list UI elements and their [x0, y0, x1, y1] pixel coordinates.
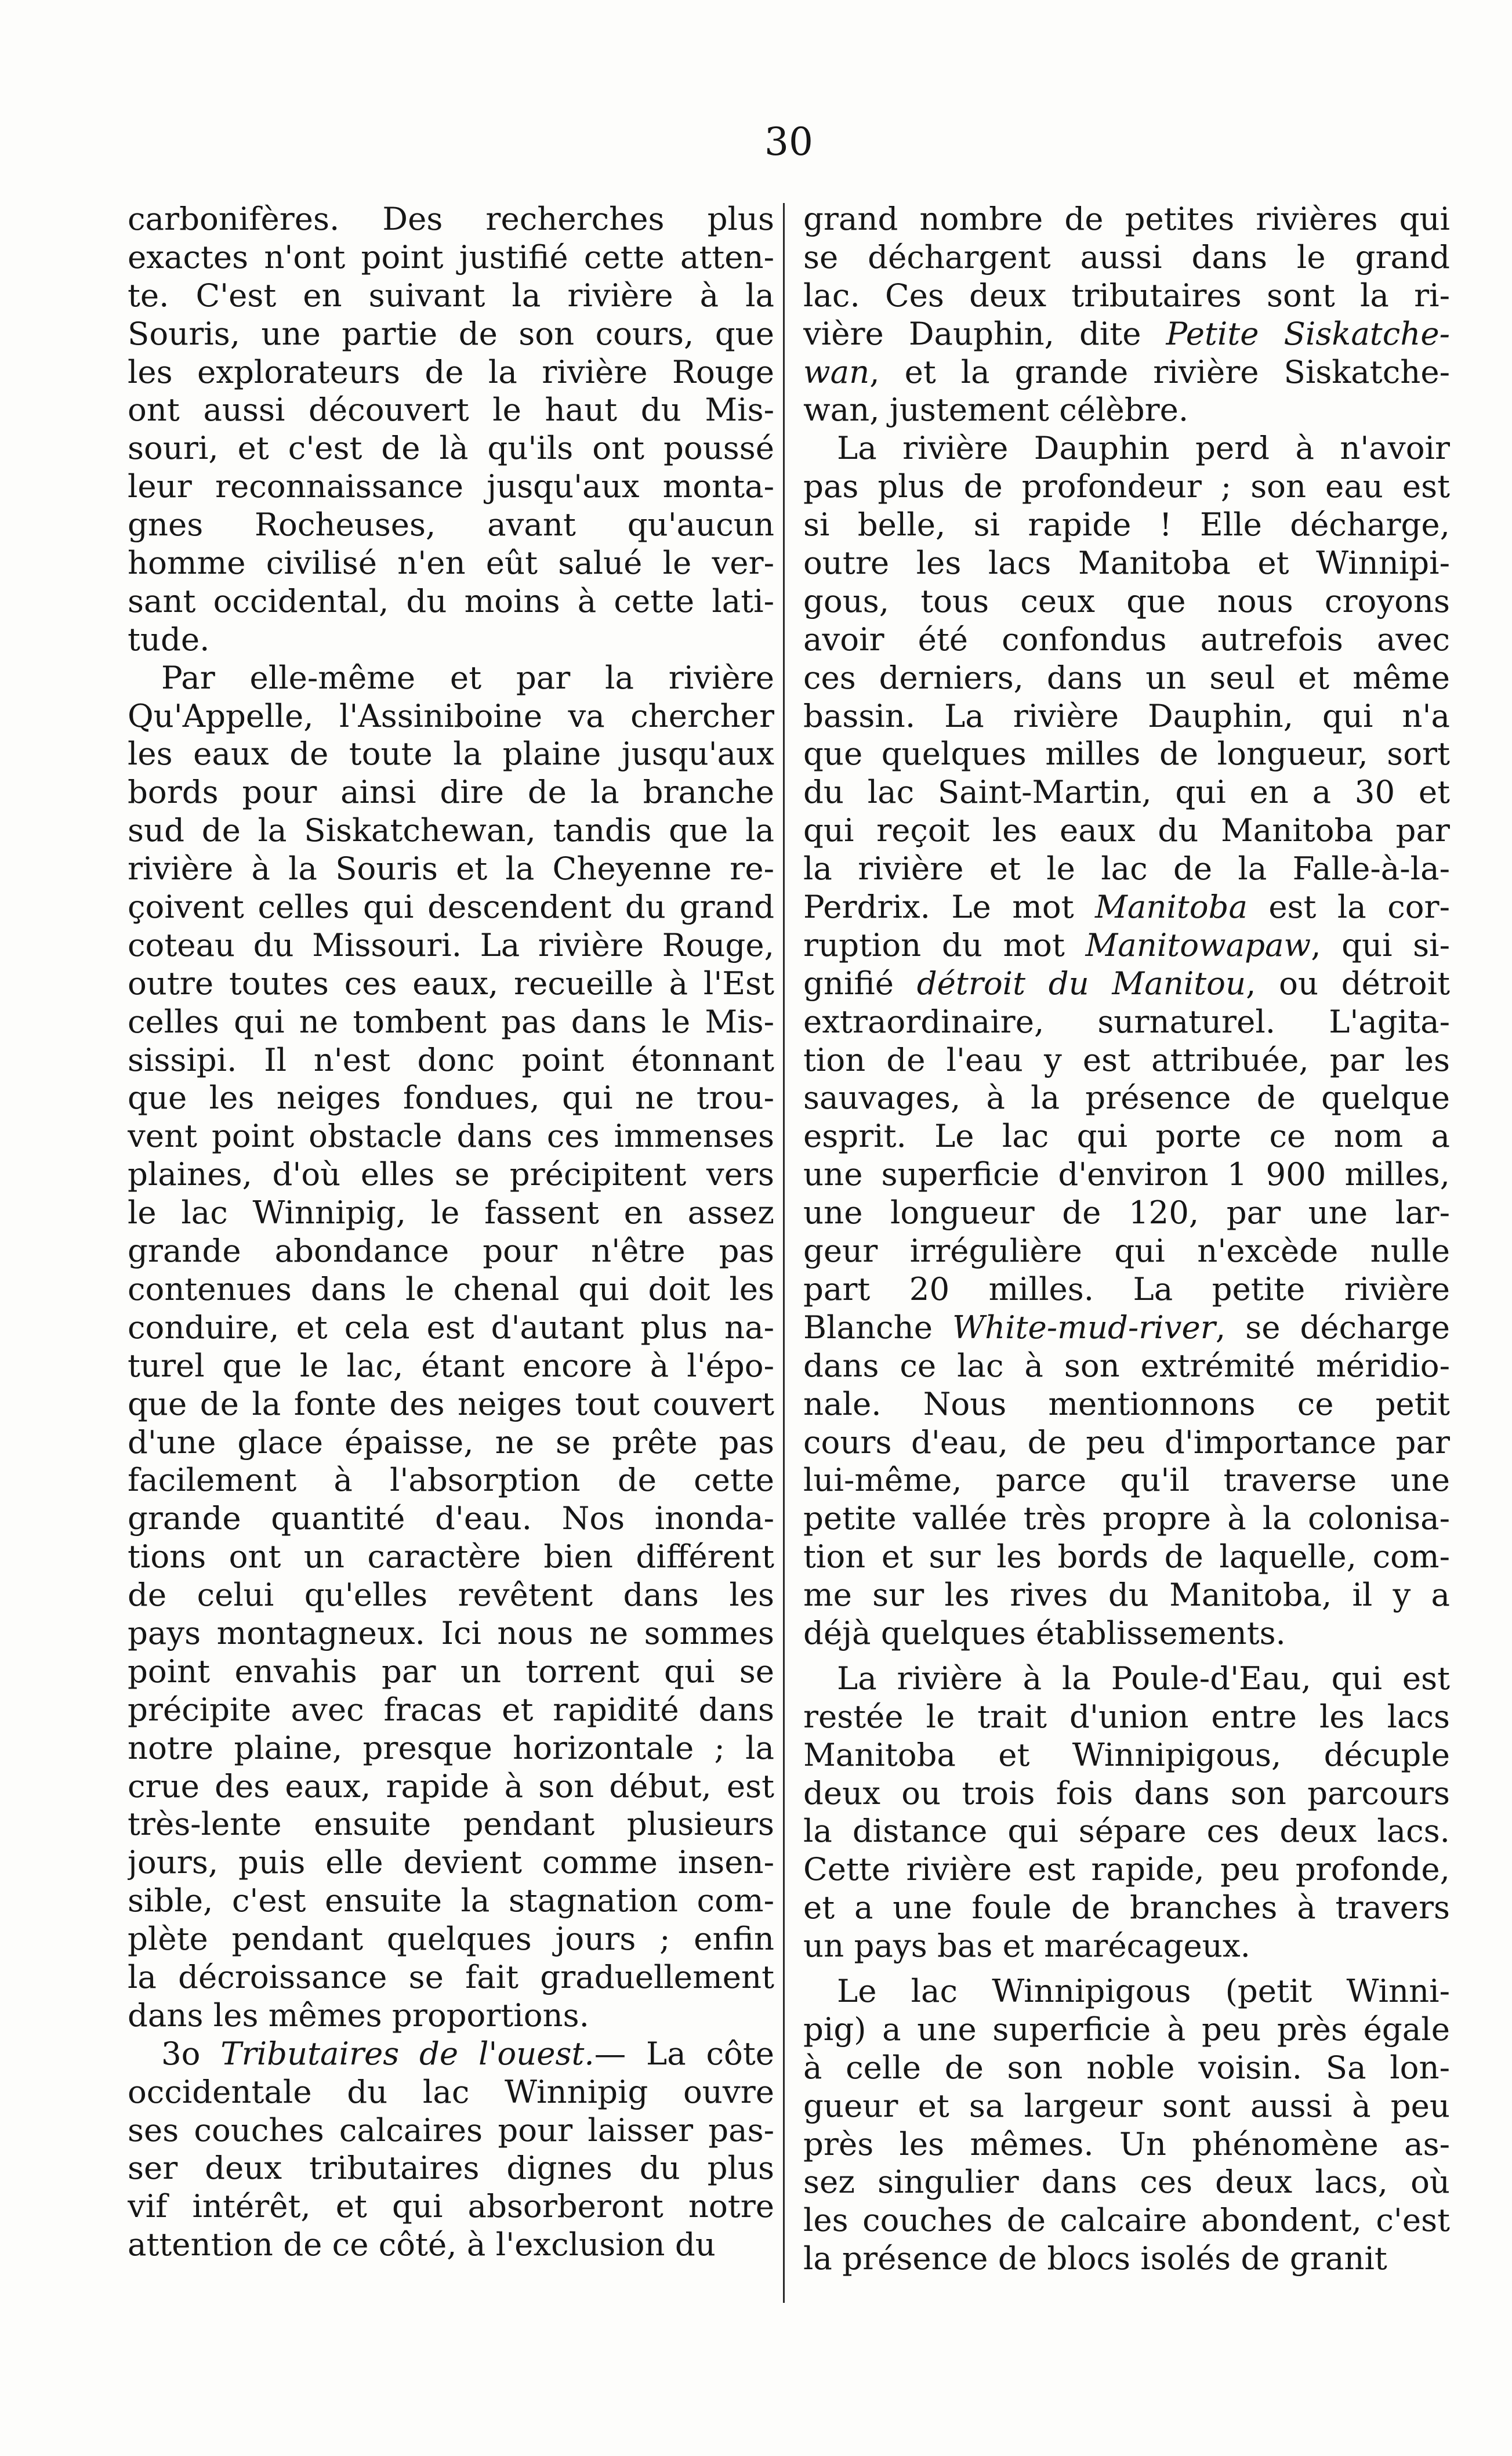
left-column-line: dans les mêmes proportions. [128, 1996, 589, 2034]
italic-term: détroit du Manitou [916, 964, 1246, 1002]
right-column-line [803, 353, 1450, 392]
right-column-line: sauvages, à la présence de quelque [803, 1079, 1450, 1117]
left-column-line: leur reconnaissance jusqu'aux monta- [128, 468, 774, 505]
left-column-line: que les neiges fondues, qui ne trou- [128, 1079, 774, 1117]
left-column-line: attention de ce côté, à l'exclusion du [128, 2226, 716, 2263]
right-column-line: déjà quelques établissements. [803, 1614, 1286, 1651]
left-column-line: d'une glace épaisse, ne se prête pas [128, 1423, 774, 1461]
right-column-line: lac. Ces deux tributaires sont la ri- [803, 276, 1450, 314]
right-column-line: sez singulier dans ces deux lacs, où [803, 2163, 1450, 2201]
left-column-line: bords pour ainsi dire de la branche [128, 773, 774, 811]
right-column-line: tion et sur les bords de laquelle, com- [803, 1538, 1450, 1575]
page-number: 30 [764, 119, 813, 164]
left-column-line: sible, c'est ensuite la stagnation com- [128, 1882, 774, 1919]
left-column-line: gnes Rocheuses, avant qu'aucun [128, 506, 774, 544]
left-column-line: Souris, une partie de son cours, que [128, 314, 774, 352]
left-column-line: vent point obstacle dans ces immenses [128, 1117, 774, 1155]
right-column [803, 200, 1450, 2278]
right-column-line: petite vallée très propre à la colonisa- [803, 1499, 1450, 1537]
left-column-line: les explorateurs de la rivière Rouge [128, 353, 774, 390]
right-column-line: si belle, si rapide ! Elle décharge, [803, 506, 1450, 544]
left-column-line: les eaux de toute la plaine jusqu'aux [128, 735, 774, 773]
left-column-line: homme civilisé n'en eût salué le ver- [128, 544, 774, 582]
right-column-line: ces derniers, dans un seul et même [803, 658, 1450, 696]
left-column-line: çoivent celles qui descendent du grand [128, 888, 774, 926]
left-column-line: Qu'Appelle, l'Assiniboine va chercher [128, 697, 774, 734]
right-column-line: du lac Saint-Martin, qui en a 30 et [803, 773, 1450, 811]
italic-term: Tributaires de l'ouest. [220, 2034, 594, 2072]
right-column-line: et a une foule de branches à travers [803, 1889, 1450, 1926]
left-column-line: facilement à l'absorption de cette [128, 1461, 774, 1499]
left-column-line: turel que le lac, étant encore à l'épo- [128, 1346, 774, 1384]
right-column-line: nale. Nous mentionnons ce petit [803, 1385, 1450, 1422]
line-segment: est la cor- [1247, 888, 1450, 926]
left-column-line: vif intérêt, et qui absorberont notre [128, 2187, 774, 2225]
left-column-line: notre plaine, presque horizontale ; la [128, 1729, 774, 1766]
left-column-line: tions ont un caractère bien différent [128, 1538, 774, 1575]
right-column-line: dans ce lac à son extrémité méridio- [803, 1346, 1450, 1384]
line-segment: , ou détroit [1246, 964, 1450, 1002]
left-column-line: pays montagneux. Ici nous ne sommes [128, 1614, 774, 1651]
right-column-line: part 20 milles. La petite rivière [803, 1270, 1450, 1307]
right-column-line: qui reçoit les eaux du Manitoba par [803, 812, 1450, 849]
right-column-line: tion de l'eau y est attribuée, par les [803, 1041, 1450, 1078]
left-column-line: jours, puis elle devient comme insen- [128, 1843, 774, 1881]
right-column-line: cours d'eau, de peu d'importance par [803, 1423, 1450, 1461]
right-column-line: la distance qui sépare ces deux lacs. [803, 1812, 1450, 1850]
left-column-line: celles qui ne tombent pas dans le Mis- [128, 1002, 774, 1040]
right-column-line: les couches de calcaire abondent, c'est [803, 2201, 1450, 2239]
right-column-line: Cette rivière est rapide, peu profonde, [803, 1850, 1450, 1888]
right-column-line: gueur et sa largeur sont aussi à peu [803, 2086, 1450, 2124]
left-column-line: de celui qu'elles revêtent dans les [128, 1576, 774, 1614]
left-column-line: sissipi. Il n'est donc point étonnant [128, 1041, 774, 1078]
left-column-line: contenues dans le chenal qui doit les [128, 1270, 774, 1307]
right-column-line [803, 926, 1450, 965]
left-column-line: occidentale du lac Winnipig ouvre [128, 2073, 774, 2110]
right-column-line: à celle de son noble voisin. Sa lon- [803, 2048, 1450, 2086]
right-column-line [803, 965, 1450, 1003]
left-column-line: plaines, d'où elles se précipitent vers [128, 1155, 774, 1193]
left-column [128, 200, 774, 2264]
right-column-line: se déchargent aussi dans le grand [803, 238, 1450, 276]
left-column-line: rivière à la Souris et la Cheyenne re- [128, 850, 774, 888]
right-column-line: grand nombre de petites rivières qui [803, 200, 1450, 237]
left-column-line: coteau du Missouri. La rivière Rouge, [128, 926, 774, 963]
left-column-line: crue des eaux, rapide à son début, est [128, 1767, 774, 1805]
left-column-line: grande quantité d'eau. Nos inonda- [128, 1499, 774, 1537]
right-column-line [803, 1309, 1450, 1347]
line-segment: 3o [161, 2034, 221, 2072]
right-column-line: gous, tous ceux que nous croyons [803, 582, 1450, 620]
left-column-line: la décroissance se fait graduellement [128, 1958, 774, 1995]
right-column-line: geur irrégulière qui n'excède nulle [803, 1232, 1450, 1270]
italic-term: Petite Siskatche- [1166, 314, 1450, 352]
italic-term: wan [803, 353, 870, 390]
left-column-line [128, 2035, 774, 2073]
right-column-line: près les mêmes. Un phénomène as- [803, 2125, 1450, 2162]
right-column-line: outre les lacs Manitoba et Winnipi- [803, 544, 1450, 582]
right-column-line: un pays bas et marécageux. [803, 1927, 1250, 1965]
left-column-line: outre toutes ces eaux, recueille à l'Est [128, 964, 774, 1002]
italic-term: Manitowapaw [1085, 926, 1311, 963]
right-column-line: la présence de blocs isolés de granit [803, 2240, 1387, 2277]
right-column-line: esprit. Le lac qui porte ce nom a [803, 1117, 1450, 1155]
left-column-line: grande abondance pour n'être pas [128, 1232, 774, 1270]
left-column-line: Par elle-même et par la rivière [161, 658, 774, 696]
line-segment: Perdrix. Le mot [803, 888, 1096, 926]
right-column-line: que quelques milles de longueur, sort [803, 735, 1450, 773]
line-segment: vière Dauphin, dite [803, 314, 1166, 352]
left-column-line: très-lente ensuite pendant plusieurs [128, 1805, 774, 1843]
left-column-line: point envahis par un torrent qui se [128, 1652, 774, 1690]
italic-term: White-mud-river [952, 1308, 1216, 1346]
right-column-line: avoir été confondus autrefois avec [803, 620, 1450, 658]
right-column-line: la rivière et le lac de la Falle-à-la- [803, 850, 1450, 888]
left-column-line: te. C'est en suivant la rivière à la [128, 276, 774, 314]
right-column-line: deux ou trois fois dans son parcours [803, 1774, 1450, 1812]
line-segment: , qui si- [1311, 926, 1450, 963]
line-segment: ruption du mot [803, 926, 1086, 963]
line-segment: Blanche [803, 1308, 953, 1346]
right-column-line: restée le trait d'union entre les lacs [803, 1697, 1450, 1735]
left-column-line: ser deux tributaires dignes du plus [128, 2149, 774, 2187]
column-divider [783, 203, 785, 2303]
right-column-line: une longueur de 120, par une lar- [803, 1194, 1450, 1231]
right-column-line: La rivière Dauphin perd à n'avoir [837, 429, 1450, 467]
left-column-line: que de la fonte des neiges tout couvert [128, 1385, 774, 1422]
left-column-line: ses couches calcaires pour laisser pas- [128, 2111, 774, 2149]
line-segment: — La côte [594, 2034, 774, 2072]
left-column-line: plète pendant quelques jours ; enfin [128, 1920, 774, 1958]
line-segment: , et la grande rivière Siskatche- [869, 353, 1450, 390]
left-column-line: souri, et c'est de là qu'ils ont poussé [128, 429, 774, 467]
left-column-line: ont aussi découvert le haut du Mis- [128, 391, 774, 429]
right-column-line: pig) a une superficie à peu près égale [803, 2010, 1450, 2048]
right-column-line [803, 888, 1450, 926]
left-column-line: sud de la Siskatchewan, tandis que la [128, 812, 774, 849]
right-column-line: me sur les rives du Manitoba, il y a [803, 1576, 1450, 1614]
right-column-line: lui-même, parce qu'il traverse une [803, 1461, 1450, 1499]
left-column-line: exactes n'ont point justifié cette atten- [128, 238, 774, 276]
left-column-line: précipite avec fracas et rapidité dans [128, 1690, 774, 1728]
right-column-line: wan, justement célèbre. [803, 391, 1189, 429]
left-column-line: carbonifères. Des recherches plus [128, 200, 774, 237]
right-column-line: une superficie d'environ 1 900 milles, [803, 1155, 1450, 1193]
right-column-line [803, 315, 1450, 353]
line-segment: , se décharge [1215, 1308, 1450, 1346]
right-column-line: extraordinaire, surnaturel. L'agita- [803, 1002, 1450, 1040]
right-column-line: La rivière à la Poule-d'Eau, qui est [837, 1659, 1450, 1697]
right-column-line: pas plus de profondeur ; son eau est [803, 468, 1450, 505]
left-column-line: tude. [128, 620, 210, 658]
right-column-line: Manitoba et Winnipigous, décuple [803, 1736, 1450, 1773]
line-segment: gnifié [803, 964, 917, 1002]
left-column-line: conduire, et cela est d'autant plus na- [128, 1308, 774, 1346]
left-column-line: sant occidental, du moins à cette lati- [128, 582, 774, 620]
left-column-line: le lac Winnipig, le fassent en assez [128, 1194, 774, 1231]
italic-term: Manitoba [1095, 888, 1248, 926]
right-column-line: bassin. La rivière Dauphin, qui n'a [803, 697, 1450, 734]
right-column-line: Le lac Winnipigous (petit Winni- [837, 1972, 1450, 2009]
